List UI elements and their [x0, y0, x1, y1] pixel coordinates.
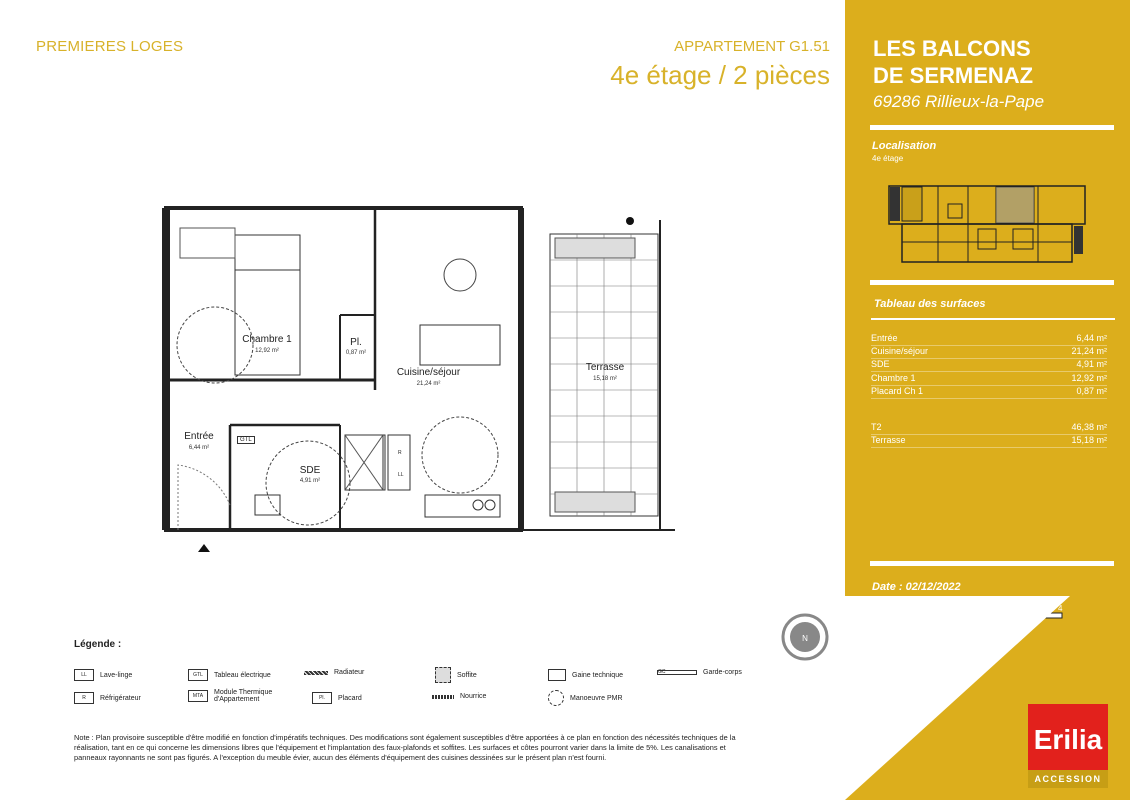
room-area: 6,44 m² — [188, 445, 210, 451]
room-area: 15,18 m² — [593, 376, 617, 382]
room-area: 0,87 m² — [345, 350, 367, 356]
divider — [870, 280, 1114, 285]
surface-row: Cuisine/séjour 21,24 m² — [871, 345, 1107, 359]
divider — [871, 318, 1115, 320]
divider — [870, 125, 1114, 130]
r-tag: R — [398, 450, 402, 456]
logo-subtitle: ACCESSION — [1028, 770, 1108, 788]
room-label: Cuisine/séjour — [396, 367, 461, 378]
legend-item: Gaine technique — [548, 669, 623, 681]
north-arrow-icon — [780, 612, 830, 662]
room-label: Terrasse — [585, 362, 625, 373]
legend-item: Soffite — [435, 667, 477, 683]
divider — [870, 561, 1114, 566]
logo-text: Erilia — [1033, 724, 1103, 755]
legend-item: Manoeuvre PMR — [548, 690, 623, 706]
legend-item: Nourrice — [432, 693, 486, 700]
scale-label: 4 — [1058, 604, 1063, 613]
surface-row: SDE 4,91 m² — [871, 358, 1107, 372]
legend-item: MTA Module Thermique d'Appartement — [188, 689, 284, 703]
room-label: SDE — [299, 465, 321, 476]
legend-item: LL Lave-linge — [74, 669, 132, 681]
program-name: PREMIERES LOGES — [36, 38, 184, 55]
residence-title-line1: LES BALCONS — [873, 36, 1031, 61]
residence-title-line2: DE SERMENAZ — [873, 63, 1034, 88]
legend-item: Pl. Placard — [312, 692, 362, 704]
svg-text:N: N — [802, 634, 808, 643]
room-area: 4,91 m² — [299, 478, 321, 484]
residence-city: 69286 Rillieux-la-Pape — [873, 92, 1045, 111]
legend-title: Légende : — [74, 639, 122, 650]
surfaces-title: Tableau des surfaces — [874, 298, 986, 310]
room-label: Pl. — [350, 337, 362, 348]
total-row: T2 46,38 m² — [871, 421, 1107, 435]
apartment-subtitle: 4e étage / 2 pièces — [610, 60, 830, 90]
apartment-code: APPARTEMENT G1.51 — [674, 38, 830, 55]
legend-item: GTL Tableau électrique — [188, 669, 271, 681]
disclaimer-note: Note : Plan provisoire susceptible d'être modifié en fonction d'impératifs techniques. Des modifications sont également susceptibles d'être apportées à ce plan en fonction des nécessités techniques de la réalisation, tant en ce qui concerne les dimensions libres que l'équipement et l'implantation des faux-plafonds et soffites. Les surfaces et côtes pourront varier dans la limite de 5%. Les canalisations et panneaux rayonnants ne sont pas figurés. A l'exception du meuble évier, aucun des éléments d'équipement des cuisines dessinées sur le présent plan n'est fourni. — [74, 733, 736, 762]
plan-date: Date : 02/12/2022 — [872, 581, 961, 593]
surface-row: Placard Ch 1 0,87 m² — [871, 385, 1107, 399]
gtl-tag: GTL — [237, 436, 255, 444]
localisation-title: Localisation — [872, 140, 937, 152]
room-label: Chambre 1 — [242, 334, 292, 345]
room-label: Entrée — [184, 431, 214, 442]
legend-item: R Réfrigérateur — [74, 692, 141, 704]
room-area: 21,24 m² — [416, 381, 441, 387]
total-row: Terrasse 15,18 m² — [871, 434, 1107, 448]
surface-row: Chambre 1 12,92 m² — [871, 372, 1107, 386]
legend-item: Radiateur — [304, 669, 364, 676]
localisation-floor: 4e étage — [872, 154, 904, 163]
ll-tag: LL — [398, 472, 404, 478]
room-area: 12,92 m² — [255, 348, 279, 354]
legend-item: GC Garde-corps — [658, 669, 742, 676]
localisation-map — [888, 184, 1086, 266]
surface-row: Entrée 6,44 m² — [871, 332, 1107, 346]
